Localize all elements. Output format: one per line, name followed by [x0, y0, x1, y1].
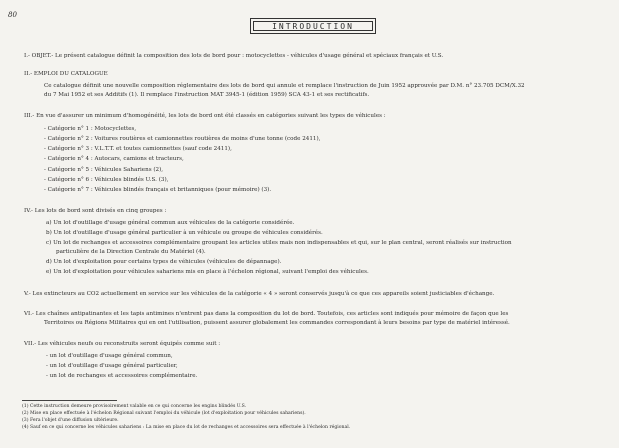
section-6-line-2: Territoires ou Régions Militaires qui en ont l'utilisation, puissent assurer globalement les commandes correspondant à leurs besoins par type de matériel intéressé. — [44, 320, 510, 326]
category-item: - Catégorie n° 2 : Voitures routières et camionnettes routières de moins d'une tonne (code 2411), — [44, 136, 321, 142]
section-6-line-1: VI.- Les chaînes antipatinantes et les tapis antimines n'entrent pas dans la composition du lot de bord. Toutefois, ces articles sont indiqués pour mémoire de façon que les — [24, 311, 509, 317]
section-3-heading: III.- En vue d'assurer un minimum d'homogénéité, les lots de bord ont été classés en catégories suivant les types de véhicules : — [24, 113, 386, 119]
section-7-heading: VII.- Les véhicules neufs ou reconstruits seront équipés comme suit : — [24, 341, 221, 347]
group-item-d: d) Un lot d'exploitation pour certains types de véhicules (véhicules de dépannage). — [46, 259, 282, 265]
equipment-item: - un lot d'outillage d'usage général commun, — [46, 353, 173, 359]
group-item-a: a) Un lot d'outillage d'usage général commun aux véhicules de la catégorie considérée. — [46, 220, 295, 226]
group-item-b: b) Un lot d'outillage d'usage général particulier à un véhicule ou groupe de véhicules considérés. — [46, 230, 323, 236]
group-item-e: e) Un lot d'exploitation pour véhicules sahariens mis en place à l'échelon régional, suivant l'emploi des véhicules. — [46, 269, 369, 275]
category-item: - Catégorie n° 3 : V.L.T.T. et toutes camionnettes (sauf code 2411), — [44, 146, 232, 152]
footnote-divider — [22, 400, 117, 401]
footnote: (4) Sauf en ce qui concerne les véhicules sahariens : La mise en place du lot de rechanges et accessoires sera effectuée à l'échelon régional. — [22, 425, 351, 430]
section-5: V.- Les extincteurs au CO2 actuellement en service sur les véhicules de la catégorie « 4 » seront conservés jusqu'à ce que ces appareils soient justiciables d'échange. — [24, 291, 495, 297]
section-2-heading: II.- EMPLOI DU CATALOGUE — [24, 71, 108, 77]
footnote: (1) Cette instruction demeure provisoirement valable en ce qui concerne les engins blindés U.S. — [22, 404, 247, 409]
page-title: INTRODUCTION — [253, 21, 373, 31]
title-box — [250, 18, 376, 34]
group-item-c-line-2: particulière de la Direction Centrale du Matériel (4). — [56, 249, 206, 255]
category-item: - Catégorie n° 7 : Véhicules blindés français et britanniques (pour mémoire) (3). — [44, 187, 272, 193]
category-item: - Catégorie n° 4 : Autocars, camions et tracteurs, — [44, 156, 184, 162]
footnote: (3) Fera l'objet d'une diffusion ultérieure. — [22, 418, 119, 423]
section-4-heading: IV.- Les lots de bord sont divisés en cinq groupes : — [24, 208, 167, 214]
category-item: - Catégorie n° 6 : Véhicules blindés U.S. (3), — [44, 177, 169, 183]
equipment-item: - un lot d'outillage d'usage général particulier, — [46, 363, 178, 369]
equipment-item: - un lot de rechanges et accessoires complémentaire. — [46, 373, 198, 379]
category-item: - Catégorie n° 1 : Motocyclettes, — [44, 126, 137, 132]
group-item-c-line-1: c) Un lot de rechanges et accessoires complémentaire groupant les articles utiles mais non indispensables et qui, sur le plan central, seront réalisés sur instruction — [46, 240, 512, 246]
category-item: - Catégorie n° 5 : Véhicules Sahariens (2), — [44, 167, 164, 173]
page-number: 80 — [8, 11, 17, 19]
section-2-line-2: du 7 Mai 1952 et ses Additifs (1). Il remplace l'instruction MAT 3945-1 (édition 1959) SCA 43-1 et ses rectificatifs. — [44, 92, 370, 98]
footnote: (2) Mise en place effectuée à l'échelon Régional suivant l'emploi du véhicule (lot d'exploitation pour véhicules sahariens). — [22, 411, 306, 416]
section-1-objet: I.- OBJET.- Le présent catalogue définit la composition des lots de bord pour : motocyclettes - véhicules d'usage général et spéciaux français et U.S. — [24, 53, 444, 59]
section-2-line-1: Ce catalogue définit une nouvelle composition réglementaire des lots de bord qui annule et remplace l'instruction de Juin 1952 approuvée par D.M. n° 23.705 DCM/X.32 — [44, 83, 525, 89]
